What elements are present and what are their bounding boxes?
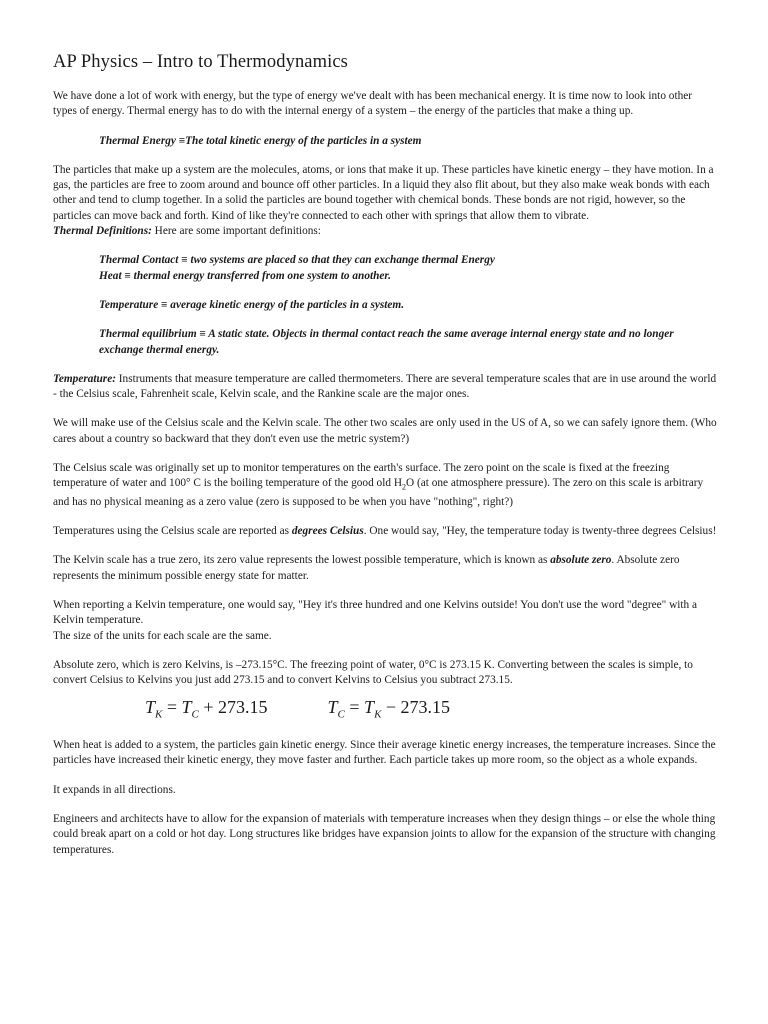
kelvin-reporting-line1: When reporting a Kelvin temperature, one would say, "Hey it's three hundred and one Kelvins outside! You don't use the word "degree" with a Kelvin temperature. bbox=[53, 599, 697, 627]
scales-paragraph: We will make use of the Celsius scale and the Kelvin scale. The other two scales are only used in the US of A, so we can safely ignore them. (Who cares about a country so backward that they don't even use the metric system?) bbox=[53, 417, 717, 445]
formula-kelvin: $T_K = T_C + 273.15$ bbox=[145, 696, 268, 721]
temperature-paragraph bbox=[53, 372, 718, 403]
temperature-label: Temperature: bbox=[53, 372, 116, 385]
celsius-text-a: The Celsius scale was originally set up to monitor temperatures on the earth's surface. The zero point on the scale is fixed at the freezing temperature of water and 100° C is the boiling temperature of the good old H bbox=[53, 462, 670, 490]
kelvin-paragraph bbox=[53, 553, 718, 584]
kelvin-reporting-line2: The size of the units for each scale are the same. bbox=[53, 629, 272, 642]
absolute-zero-term: absolute zero bbox=[550, 554, 612, 567]
expands-paragraph: It expands in all directions. bbox=[53, 783, 176, 796]
degrees-text-b: . One would say, "Hey, the temperature today is twenty-three degrees Celsius! bbox=[363, 525, 717, 538]
conversion-formulas bbox=[145, 697, 718, 721]
degrees-celsius-term: degrees Celsius bbox=[291, 525, 364, 538]
definition-temperature: Temperature ≡ average kinetic energy of the particles in a system. bbox=[99, 298, 405, 311]
definition-thermal-contact: Thermal Contact ≡ two systems are placed so that they can exchange thermal Energy bbox=[99, 254, 495, 267]
definitions-text: Here are some important definitions: bbox=[151, 225, 321, 238]
particles-paragraph: The particles that make up a system are the molecules, atoms, or ions that make it up. These particles have kinetic energy – they have motion. In a gas, the particles are free to zoom around and bounce off other particles. In a liquid they also flit about, but they also make weak bonds with each other and tend to clump together. In a solid the particles are bound together with chemical bonds. These bonds are not rigid, however, so the particles can move back and forth. Kind of like they're connected to each other with springs that allow them to vibrate. bbox=[53, 163, 714, 222]
definition-heat: Heat ≡ thermal energy transferred from one system to another. bbox=[99, 269, 391, 282]
intro-paragraph: We have done a lot of work with energy, but the type of energy we've dealt with has been mechanical energy. It is time now to look into other types of energy. Thermal energy has to do with the internal energy of a system – the energy of the particles that make a thing up. bbox=[53, 90, 693, 118]
definition-thermal-energy: Thermal Energy ≡The total kinetic energy of the particles in a system bbox=[99, 134, 422, 147]
engineers-paragraph: Engineers and architects have to allow for the expansion of materials with temperature increases when they design things – or else the whole thing could break apart on a cold or hot day. Long structures like bridges have expansion joints to allow for the expansion of the structure with changing temperatures. bbox=[53, 813, 716, 856]
definitions-label: Thermal Definitions: bbox=[53, 225, 152, 238]
kelvin-text-a: The Kelvin scale has a true zero, its zero value represents the lowest possible temperature, which is known as bbox=[53, 554, 551, 567]
h2o-subscript: 2 bbox=[401, 482, 406, 492]
definitions-intro bbox=[53, 224, 718, 239]
definition-thermal-equilibrium: Thermal equilibrium ≡ A static state. Objects in thermal contact reach the same average internal energy state and no longer exchange thermal energy. bbox=[99, 328, 674, 356]
heat-expansion-paragraph: When heat is added to a system, the particles gain kinetic energy. Since their average kinetic energy increases, the temperature increases. Since the particles have increased their kinetic energy, they move faster and further. Each particle takes up more room, so the object as a whole expands. bbox=[53, 739, 716, 767]
formula-celsius: $T_C = T_K - 273.15$ bbox=[327, 696, 451, 721]
absolute-zero-paragraph: Absolute zero, which is zero Kelvins, is –273.15°C. The freezing point of water, 0°C is 273.15 K. Converting between the scales is simple, to convert Celsius to Kelvins you just add 273.15 and to convert Kelvins to Celsius you subtract 273.15. bbox=[53, 658, 693, 687]
kelvin-text-b: . Absolute zero represents the minimum possible energy state for matter. bbox=[53, 554, 680, 582]
page-title: AP Physics – Intro to Thermodynamics bbox=[53, 52, 348, 72]
celsius-paragraph bbox=[53, 461, 718, 510]
degrees-text-a: Temperatures using the Celsius scale are reported as bbox=[53, 525, 292, 538]
temperature-text: Instruments that measure temperature are called thermometers. There are several temperature scales that are in use around the world - the Celsius scale, Fahrenheit scale, Kelvin scale, and the Rankine scale are the major ones. bbox=[53, 372, 717, 401]
celsius-text-b: O (at one atmosphere pressure). The zero on this scale is arbitrary and has no physical meaning as a zero value (zero is supposed to be when you have "nothing", right?) bbox=[53, 477, 704, 508]
degrees-celsius-paragraph bbox=[53, 524, 718, 539]
